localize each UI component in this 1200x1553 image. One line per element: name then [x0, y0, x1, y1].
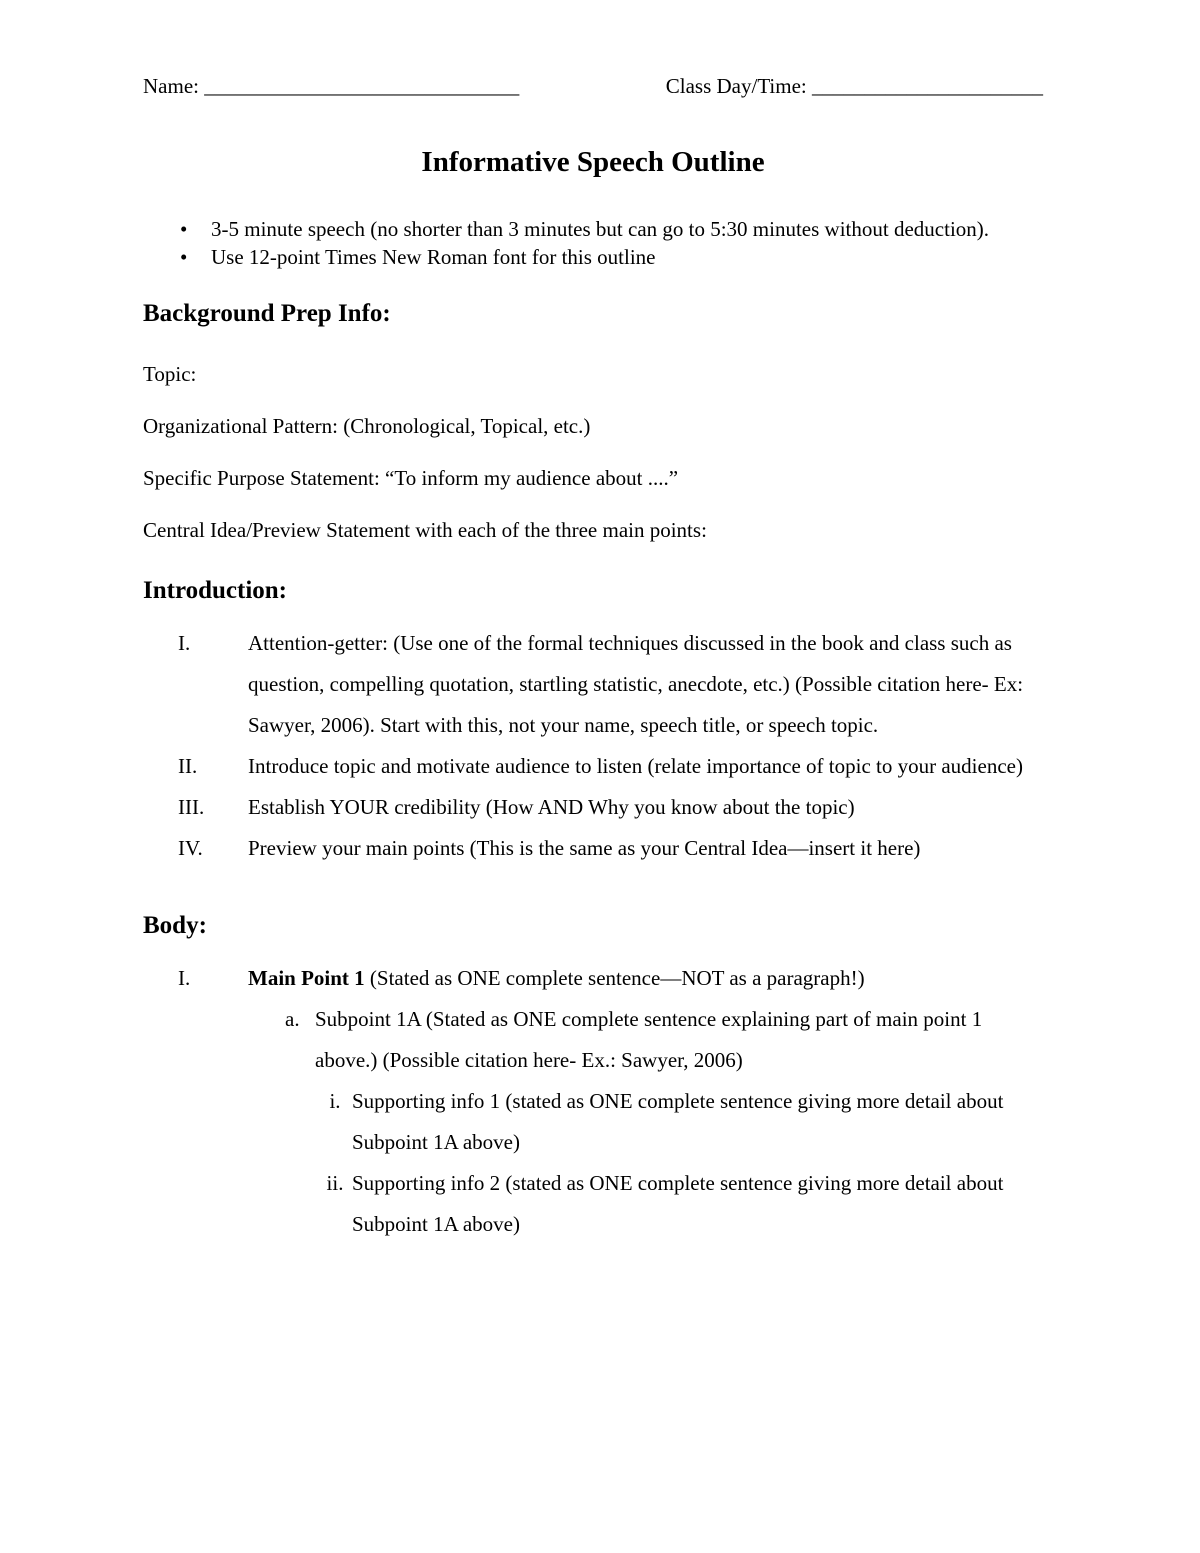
outline-item-text: Supporting info 2 (stated as ONE complete sentence giving more detail about Subpoint 1A above) [352, 1171, 1004, 1236]
outline-item-text [248, 958, 1043, 999]
outline-item-main-point-1 [143, 958, 1043, 999]
central-idea-line: Central Idea/Preview Statement with each of the three main points: [143, 518, 707, 542]
instruction-text: Use 12-point Times New Roman font for this outline [211, 245, 656, 269]
outline-item-text: Preview your main points (This is the same as your Central Idea—insert it here) [248, 836, 921, 860]
introduction-outline [143, 623, 1043, 869]
outline-item-supporting-info-1 [143, 1081, 1043, 1163]
bullet-icon: • [180, 245, 188, 269]
outline-numeral: II. [178, 754, 198, 778]
outline-numeral: IV. [178, 836, 203, 860]
class-day-time-label: Class Day/Time: [665, 74, 807, 98]
name-blank-line: ______________________________ [204, 74, 520, 98]
name-field [143, 72, 519, 100]
introduction-heading: Introduction: [143, 577, 288, 604]
outline-item-text: Introduce topic and motivate audience to listen (relate importance of topic to your audience) [248, 754, 1023, 778]
page-title: Informative Speech Outline [421, 146, 765, 178]
outline-item-subpoint-1a [143, 999, 1043, 1081]
outline-item-supporting-info-2 [143, 1163, 1043, 1245]
outline-item-text: Supporting info 1 (stated as ONE complete sentence giving more detail about Subpoint 1A above) [352, 1089, 1004, 1154]
outline-item-establish-credibility [143, 787, 1043, 828]
class-day-time-field [666, 72, 1043, 100]
outline-numeral: ii. [326, 1171, 344, 1195]
instructions-list [143, 215, 1043, 271]
outline-item-text: Subpoint 1A (Stated as ONE complete sentence explaining part of main point 1 above.) (Possible citation here- Ex.: Sawyer, 2006) [315, 1007, 983, 1072]
outline-item-introduce-topic [143, 746, 1043, 787]
body-outline [143, 958, 1043, 1245]
outline-item-text: Establish YOUR credibility (How AND Why you know about the topic) [248, 795, 855, 819]
topic-line: Topic: [143, 362, 197, 386]
outline-numeral: i. [329, 1089, 341, 1113]
header-row [143, 72, 1043, 100]
class-day-time-blank-line: ______________________ [812, 74, 1043, 98]
outline-item-attention-getter [143, 623, 1043, 746]
body-heading: Body: [143, 912, 207, 939]
outline-numeral: a. [285, 1007, 300, 1031]
organizational-pattern-line: Organizational Pattern: (Chronological, Topical, etc.) [143, 414, 591, 438]
outline-item-preview-main-points [143, 828, 1043, 869]
instruction-text: 3-5 minute speech (no shorter than 3 minutes but can go to 5:30 minutes without deduction). [211, 217, 990, 241]
outline-numeral: I. [178, 631, 191, 655]
main-point-label: Main Point 1 [248, 966, 365, 990]
outline-item-text: Attention-getter: (Use one of the formal techniques discussed in the book and class such as question, compelling quotation, startling statistic, anecdote, etc.) (Possible citation here- Ex: Sawyer, 2006). Start with this, not your name, speech title, or speech topic. [248, 631, 1024, 737]
specific-purpose-line: Specific Purpose Statement: “To inform my audience about ....” [143, 466, 679, 490]
outline-numeral: III. [178, 795, 205, 819]
instruction-item [143, 243, 1043, 271]
background-prep-heading: Background Prep Info: [143, 300, 391, 327]
main-point-description: (Stated as ONE complete sentence—NOT as a paragraph!) [364, 966, 865, 990]
outline-numeral: I. [178, 966, 191, 990]
instruction-item [143, 215, 1043, 243]
bullet-icon: • [180, 217, 188, 241]
name-label: Name: [143, 74, 199, 98]
